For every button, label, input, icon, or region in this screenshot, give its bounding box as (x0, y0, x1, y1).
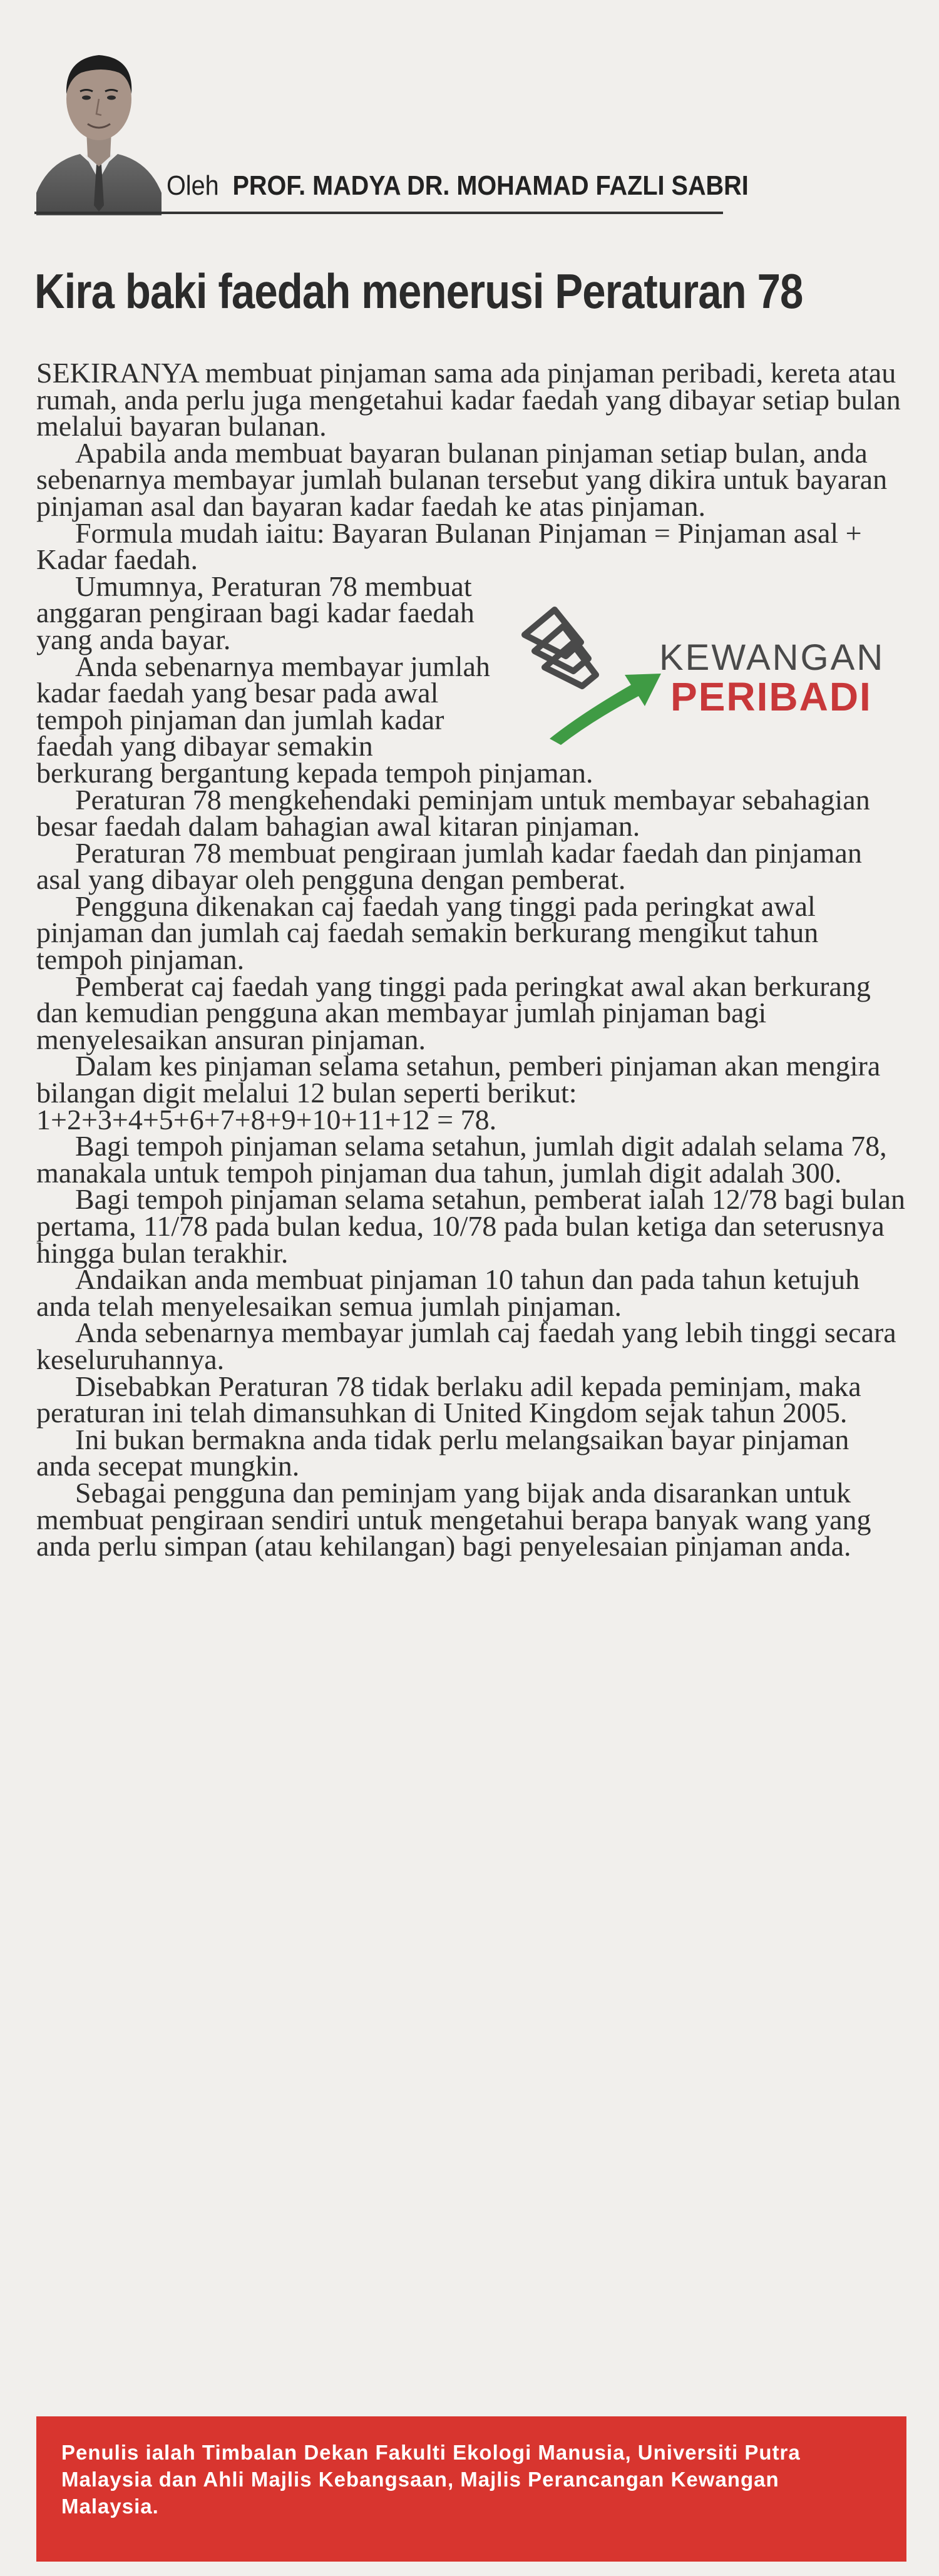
paragraph-12: Bagi tempoh pinjaman selama setahun, pemberat ialah 12/78 bagi bulan pertama, 11/78 pada bulan kedua, 10/78 pada bulan ketiga dan seterusnya hingga bulan terakhir. (36, 1183, 905, 1269)
paragraph-17: Sebagai pengguna dan peminjam yang bijak anda disarankan untuk membuat pengiraan sendiri untuk mengetahui berapa banyak wang yang anda perlu simpan (atau kehilangan) bagi penyelesaian pinjaman anda. (36, 1476, 871, 1563)
author-note-box (36, 2416, 906, 2562)
paragraph-10: Dalam kes pinjaman selama setahun, pemberi pinjaman akan mengira bilangan digit melalui 12 bulan seperti berikut: 1+2+3+4+5+6+7+8+9+10+11+12 = 78. (36, 1050, 881, 1136)
section-logo (506, 591, 906, 749)
author-note-text: Penulis ialah Timbalan Dekan Fakulti Ekologi Manusia, Universiti Putra Malaysia dan Ahli Majlis Kebangsaan, Majlis Perancangan Kewangan Malaysia. (61, 2441, 801, 2518)
byline-rule (34, 212, 723, 214)
article-headline: Kira baki faedah menerusi Peraturan 78 (34, 264, 803, 319)
paragraph-2: Apabila anda membuat bayaran bulanan pinjaman setiap bulan, anda sebenarnya membayar jumlah bulanan tersebut yang dikira untuk bayaran pinjaman asal dan bayaran kadar faedah ke atas pinjaman. (36, 436, 888, 522)
paragraph-9: Pemberat caj faedah yang tinggi pada peringkat awal akan berkurang dan kemudian pengguna akan membayar jumlah pinjaman bagi menyelesaikan ansuran pinjaman. (36, 970, 871, 1055)
paragraph-8: Pengguna dikenakan caj faedah yang tinggi pada peringkat awal pinjaman dan jumlah caj faedah semakin berkurang mengikut tahun tempoh pinjaman. (36, 890, 819, 976)
paragraph-13: Andaikan anda membuat pinjaman 10 tahun dan pada tahun ketujuh anda telah menyelesaikan semua jumlah pinjaman. (36, 1263, 860, 1322)
author-portrait (36, 36, 162, 215)
paragraph-11: Bagi tempoh pinjaman selama setahun, jumlah digit adalah selama 78, manakala untuk tempoh pinjaman dua tahun, jumlah digit adalah 300. (36, 1130, 887, 1189)
paragraph-4: Umumnya, Peraturan 78 membuat anggaran pengiraan bagi kadar faedah yang anda bayar. (36, 570, 475, 655)
paragraph-14: Anda sebenarnya membayar jumlah caj faedah yang lebih tinggi secara keseluruhannya. (36, 1316, 896, 1375)
paragraph-3: Formula mudah iaitu: Bayaran Bulanan Pinjaman = Pinjaman asal + Kadar faedah. (36, 516, 862, 576)
byline (167, 170, 749, 202)
paragraph-6: Peraturan 78 mengkehendaki peminjam untuk membayar sebahagian besar faedah dalam bahagian awal kitaran pinjaman. (36, 783, 870, 843)
paragraph-16: Ini bukan bermakna anda tidak perlu melangsaikan bayar pinjaman anda secepat mungkin. (36, 1423, 849, 1482)
logo-word-kewangan: KEWANGAN (659, 637, 885, 678)
byline-author: PROF. MADYA DR. MOHAMAD FAZLI SABRI (232, 170, 749, 201)
paragraph-1-text: membuat pinjaman sama ada pinjaman peribadi, kereta atau rumah, anda perlu juga mengetahui kadar faedah yang dibayar setiap bulan melalui bayaran bulanan. (36, 357, 901, 443)
byline-prefix: Oleh (167, 170, 219, 201)
paragraph-1 (36, 357, 906, 443)
logo-arrow-icon (506, 591, 669, 749)
logo-word-peribadi: PERIBADI (670, 674, 872, 719)
paragraph-7: Peraturan 78 membuat pengiraan jumlah kadar faedah dan pinjaman asal yang dibayar oleh pengguna dengan pemberat. (36, 836, 862, 896)
lead-word: SEKIRANYA (36, 357, 198, 389)
paragraph-5: Anda sebenarnya membayar jumlah kadar faedah yang besar pada awal tempoh pinjaman dan jumlah kadar faedah yang dibayar semakin berkurang bergantung kepada tempoh pinjaman. (36, 650, 593, 789)
article-body (36, 357, 906, 1563)
paragraph-15: Disebabkan Peraturan 78 tidak berlaku adil kepada peminjam, maka peraturan ini telah dimansuhkan di United Kingdom sejak tahun 2005. (36, 1370, 861, 1429)
